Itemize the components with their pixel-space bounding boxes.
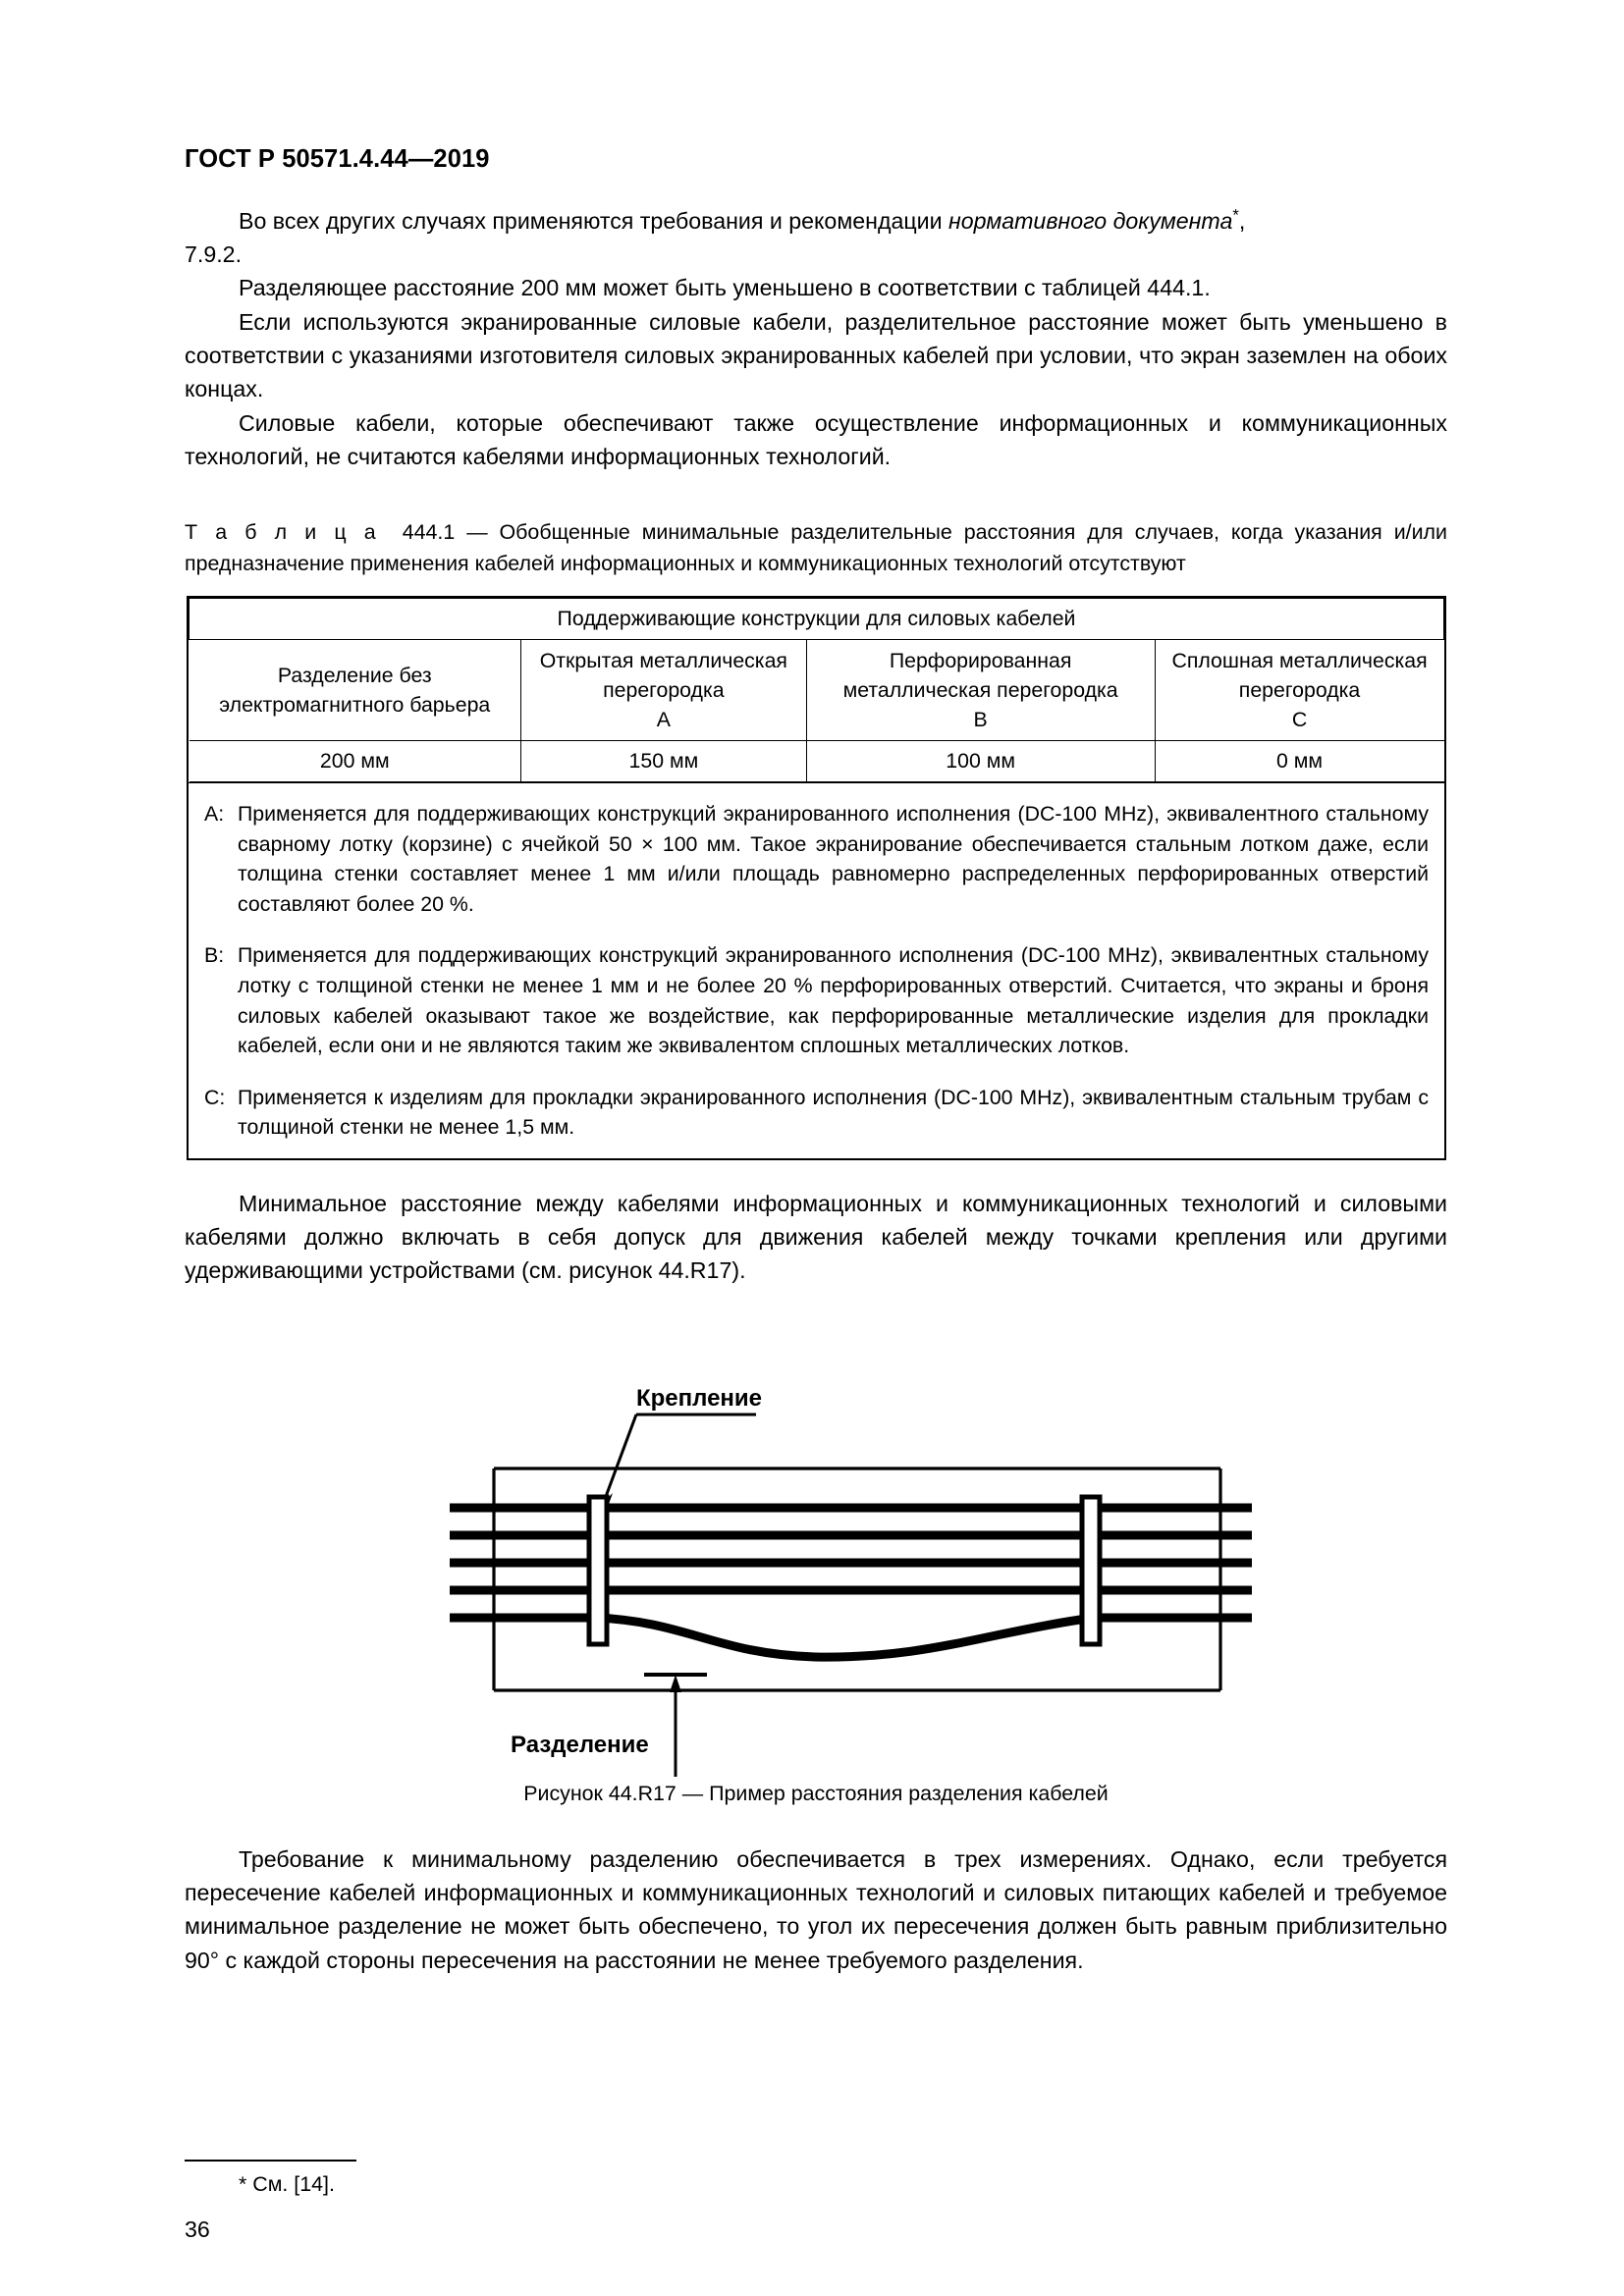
paragraph-text: Требование к минимальному разделению обеспечивается в трех измерениях. Однако, если требуется пересечение кабелей информационных и коммуникационных технологий и силовых питающих кабелей и требуемое минимальное разделение не может быть обеспечено, то угол их пересечения должен быть равным приблизительно 90° с каждой стороны пересечения на расстоянии не менее требуемого разделения. <box>185 1846 1447 1973</box>
table-caption-dash: — <box>466 520 488 544</box>
table-column-header-4 <box>1155 640 1443 741</box>
fastening-clamp-upper-right <box>1082 1497 1100 1644</box>
fastening-clamp-upper-left <box>589 1497 607 1644</box>
table-notes <box>189 782 1444 1158</box>
separation-distances-table <box>189 598 1444 782</box>
fastening-label: Крепление <box>636 1385 763 1412</box>
column-title: Сплошная металлическая перегородка <box>1171 649 1428 702</box>
intro-p1-part-b: , <box>1238 208 1246 234</box>
intro-paragraph-2 <box>185 271 1447 304</box>
table-caption <box>185 517 1447 579</box>
table-value-cell-3: 100 мм <box>806 741 1155 782</box>
intro-paragraph-3 <box>185 305 1447 406</box>
table-group-header-cell: Поддерживающие конструкции для силовых кабелей <box>189 599 1444 640</box>
column-title: Разделение без электромагнитного барьера <box>219 664 491 717</box>
paragraph-text: Если используются экранированные силовые кабели, разделительное расстояние может быть уменьшено в соответствии с указаниями изготовителя силовых экранированных кабелей при условии, что экран заземлен на обоих концах. <box>185 309 1447 402</box>
document-header: ГОСТ Р 50571.4.44—2019 <box>185 145 490 173</box>
cable-separation-diagram <box>393 1315 1276 1777</box>
note-key: B: <box>204 943 225 968</box>
footnote-text: * См. [14]. <box>239 2172 335 2196</box>
tail-paragraph <box>185 1842 1447 1977</box>
power-cable-bundle <box>450 1508 1252 1657</box>
table-column-header-1 <box>189 640 521 741</box>
table-row-group-header <box>189 599 1444 640</box>
intro-p1-part-a: Во всех других случаях применяются требования и рекомендации <box>239 208 949 234</box>
paragraph-text: Силовые кабели, которые обеспечивают также осуществление информационных и коммуникационных технологий, не считаются кабелями информационных технологий. <box>185 410 1447 470</box>
column-letter: A <box>656 708 671 731</box>
table-note-c <box>189 1071 1444 1158</box>
table-caption-number: 444.1 <box>402 520 456 544</box>
separation-label: Разделение <box>511 1732 649 1758</box>
column-title: Открытая металлическая перегородка <box>539 649 787 702</box>
note-body: Применяется к изделиям для прокладки экранированного исполнения (DC-100 MHz), эквивалентным стальным трубам с толщиной стенки не менее 1,5 мм. <box>238 1085 1429 1140</box>
footnote-rule <box>185 2160 356 2162</box>
table-column-header-2 <box>521 640 807 741</box>
paragraph-text <box>185 204 1447 238</box>
table-value-cell-1: 200 мм <box>189 741 521 782</box>
table-row-values <box>189 741 1444 782</box>
intro-paragraph-4 <box>185 406 1447 473</box>
table-caption-label: Т а б л и ц а <box>185 520 379 544</box>
note-body: Применяется для поддерживающих конструкций экранированного исполнения (DC-100 MHz), эквивалентных стальному лотку с толщиной стенки не менее 1 мм и не более 20 % перфорированных отверстий. Считается, что экраны и броня силовых кабелей оказывают такое же воздействие, как перфорированные металлические изделия для прокладки кабелей, если они и не являются таким же эквивалентом сплошных металлических лотков. <box>238 943 1429 1058</box>
table-value-cell-2: 150 мм <box>521 741 807 782</box>
after-table-paragraph <box>185 1187 1447 1288</box>
figure-caption: Рисунок 44.R17 — Пример расстояния разделения кабелей <box>523 1782 1109 1805</box>
note-key: C: <box>204 1085 226 1109</box>
figure-44-r17 <box>393 1315 1276 1777</box>
note-body: Применяется для поддерживающих конструкций экранированного исполнения (DC-100 MHz), эквивалентного стальному сварному лотку (корзине) с ячейкой 50 × 100 мм. Такое экранирование обеспечивается стальным лотком даже, если толщина стенки составляет менее 1 мм и/или площадь равномерно распределенных перфорированных отверстий составляют более 20 %. <box>238 802 1429 916</box>
table-note-a <box>189 783 1444 929</box>
footnote-marker: * <box>1232 205 1239 225</box>
column-letter: C <box>1291 708 1308 731</box>
table-column-header-3 <box>806 640 1155 741</box>
paragraph-text: Разделяющее расстояние 200 мм может быть уменьшено в соответствии с таблицей 444.1. <box>239 275 1211 300</box>
note-key: A: <box>204 802 225 826</box>
fastening-callout <box>604 1415 756 1507</box>
column-title: Перфорированная металлическая перегородка <box>842 649 1118 702</box>
intro-p1-clause-ref: 7.9.2. <box>185 241 243 268</box>
table-row-column-headers <box>189 640 1444 741</box>
normative-doc-italic: нормативного документа <box>948 208 1233 234</box>
table-444-1 <box>187 596 1446 1160</box>
table-value-cell-4: 0 мм <box>1155 741 1443 782</box>
page-number: 36 <box>185 2216 210 2242</box>
paragraph-text: Минимальное расстояние между кабелями информационных и коммуникационных технологий и силовыми кабелями должно включать в себя допуск для движения кабелей между точками крепления или другими удерживающими устройствами (см. рисунок 44.R17). <box>185 1191 1447 1284</box>
column-letter: B <box>973 708 988 731</box>
table-note-b <box>189 929 1444 1070</box>
table-caption-text: Обобщенные минимальные разделительные расстояния для случаев, когда указания и/или предназначение применения кабелей информационных и коммуникационных технологий отсутствуют <box>185 520 1447 575</box>
intro-paragraph-1 <box>185 204 1447 271</box>
